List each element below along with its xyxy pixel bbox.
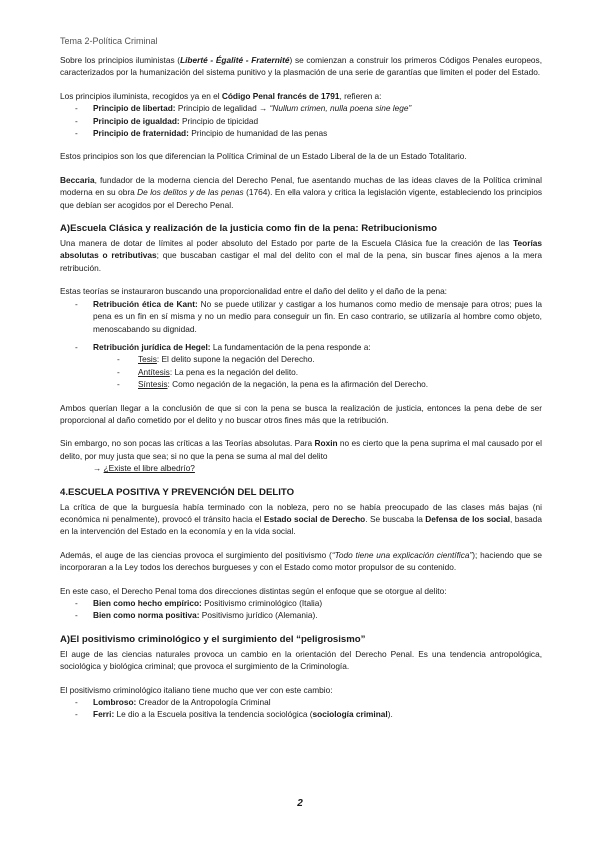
bold-text: Beccaria [60,174,95,185]
document-body [60,54,542,732]
paragraph: El auge de las ciencias naturales provoca un cambio en la orientación del Derecho Penal. Es una tendencia antropológica, sociológica y biológica criminal; que provoca el surgimiento de la Criminología. [60,648,542,672]
text: : La pena es la negación del delito. [169,366,299,377]
text: Los principios iluminista, recogidos ya en el [60,90,222,101]
bold-text: Teorías absolutas o retributivas [60,238,542,261]
list-item [60,115,542,127]
paragraph [60,501,542,538]
paragraph [60,90,542,102]
bold-text: Bien como norma positiva: [93,610,200,621]
paragraph [60,54,542,79]
authors-list [60,696,542,721]
page-header: Tema 2-Política Criminal [60,36,158,46]
text: Una manera de dotar de límites al poder absoluto del Estado por parte de la Escuela Clásica fue la creación de las [60,238,514,249]
text: La fundamentación de la pena responde a: [210,341,371,352]
text: La crítica de que la burguesía había terminado con la nobleza, pero no se había preocupado de las clases más bajas (ni económica ni penalmente), provocó el tránsito hacia el [60,501,542,524]
italic-text: De los delitos y de las penas [137,187,244,198]
text: , basada en la intervención del Estado en la economía y en la vida social. [60,513,542,537]
paragraph [60,237,542,274]
directions-list [60,597,542,622]
underlined-text: Síntesis [138,379,168,390]
underlined-text: Antítesis [138,366,170,377]
paragraph: El positivismo criminológico italiano tiene mucho que ver con este cambio: [60,684,333,695]
paragraph [60,174,542,211]
text: Le dio a la Escuela positiva la tendencia sociológica ( [114,709,313,720]
text: Principio de tipicidad [179,115,259,126]
section-heading: A)Escuela Clásica y realización de la justicia como fin de la pena: Retribucionismo [60,223,437,235]
list-item [60,298,542,335]
paragraph [60,437,542,462]
motto-text: Liberté - Égalité - Fraternité [180,55,290,65]
arrow-icon: → [93,463,102,474]
principles-list [60,102,542,139]
bold-text: Principio de igualdad: [93,115,180,126]
text: Sin embargo, no son pocas las críticas a las Teorías absolutas. Para [60,438,315,449]
question-line [60,462,542,474]
underlined-text: Tesis [138,354,157,365]
list-item [60,597,542,609]
text: : El delito supone la negación del Derecho. [156,354,315,365]
bold-text: Retribución jurídica de Hegel: [93,341,211,352]
paragraph: Estas teorías se instauraron buscando una proporcionalidad entre el daño del delito y el daño de la pena: [60,286,447,297]
list-item [60,609,542,621]
text: Además, el auge de las ciencias provoca el surgimiento del positivismo ( [60,549,332,560]
list-item [93,366,542,378]
page-number: 2 [297,798,303,809]
paragraph [60,549,542,574]
bold-text: sociología criminal [312,709,388,720]
text: Creador de la Antropología Criminal [136,697,271,708]
bold-text: Bien como hecho empírico: [93,598,202,608]
section-heading: A)El positivismo criminológico y el surgimiento del “peligrosismo” [60,633,366,645]
bold-text: Principio de libertad: [93,103,176,114]
text: Positivismo criminológico (Italia) [201,598,323,608]
bold-text: Código Penal francés de 1791 [221,90,340,101]
text: ); haciendo que se incorporaran a la Ley todos los derechos burgueses y con el Estado como motor propulsor de su contenido. [60,549,542,573]
bold-text: Ferri: [93,709,115,720]
bold-text: Defensa de los social [425,513,511,524]
italic-text: “Nullum crimen, nulla poena sine lege” [269,103,412,114]
text: ). [387,709,393,720]
bold-text: Lombroso: [93,697,137,708]
text: Principio de legalidad → [175,103,270,114]
retribution-list [60,298,542,391]
text: Principio de humanidad de las penas [188,128,328,139]
text: ) se comienzan a construir los primeros Códigos Penales europeos, caracterizados por la humanización del sistema punitivo y la plasmación de una serie de garantías que limiten el poder del Estado. [60,55,543,78]
list-item [60,102,542,114]
text: : Como negación de la negación, la pena es la afirmación del Derecho. [167,379,429,390]
hegel-sublist [93,353,542,390]
underlined-text: ¿Existe el libre albedrío? [103,463,195,474]
text: Sobre los principios iluministas ( [60,55,181,65]
italic-text: “Todo tiene una explicación científica” [331,549,473,560]
text: Positivismo jurídico (Alemania). [199,610,318,621]
text: no es cierto que la pena suprima el mal causado por el delito, por muy justa que sea; si no que la pena se suma al mal del delito [60,438,542,461]
text: , fundador de la moderna ciencia del Derecho Penal, fue asentando muchas de las ideas claves de la Política criminal moderna en su obra [60,174,542,198]
list-item [60,708,542,720]
paragraph: En este caso, el Derecho Penal toma dos direcciones distintas según el enfoque que se otorgue al delito: [60,585,447,596]
list-item [60,341,542,391]
text: . Se buscaba la [365,513,426,524]
paragraph: Estos principios son los que diferencian la Política Criminal de un Estado Liberal de la de un Estado Totalitario. [60,151,467,162]
list-item [93,353,542,365]
list-item [93,378,542,390]
section-heading: 4.ESCUELA POSITIVA Y PREVENCIÓN DEL DELITO [60,486,295,498]
bold-text: Estado social de Derecho [263,513,366,524]
text: No se puede utilizar y castigar a los humanos como medio de mensaje para otros; pues la pena es un fin en sí misma y no un medio para conseguir un fin. En caso contrario, se utilizaría al hombre como objeto, menoscabando su dignidad. [93,298,542,334]
bold-text: Principio de fraternidad: [93,128,189,139]
bold-text: Roxin [314,438,338,449]
list-item [60,696,542,708]
paragraph: Ambos querían llegar a la conclusión de que si con la pena se busca la realización de justicia, entonces la pena debe de ser proporcional al daño cometido por el delito y no buscar otros fines más que la retribución. [60,402,542,425]
text: ; que buscaban castigar el mal del delito con el mal de la pena, sin buscar fines ajenos a la mera retribución. [60,250,542,273]
text: (1764). En ella valora y critica la legislación vigente, estableciendo los principios que debían ser acogidos por el Derecho Penal. [60,187,542,210]
list-item [60,127,542,139]
text: , refieren a: [339,90,382,101]
bold-text: Retribución ética de Kant: [93,298,198,309]
